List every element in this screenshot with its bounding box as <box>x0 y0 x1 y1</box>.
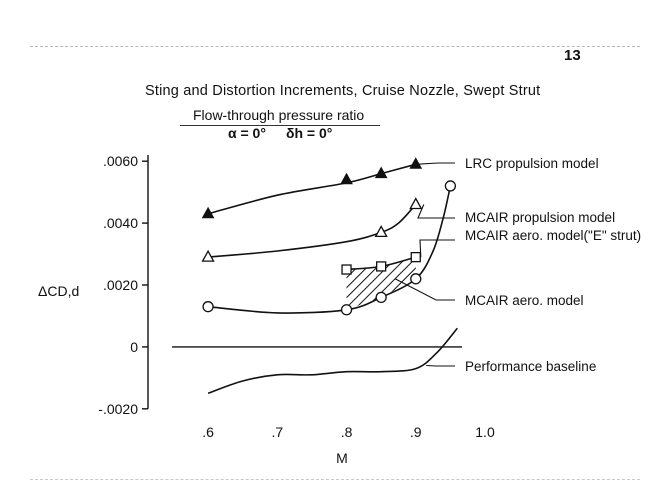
mcair-aero-e-strut-point <box>342 265 351 274</box>
y-tick-label: -.0020 <box>98 400 138 417</box>
x-tick-label: .9 <box>409 424 422 440</box>
mcair-aero-point <box>445 181 455 191</box>
y-tick-label: .0060 <box>102 153 138 170</box>
y-tick-label: 0 <box>130 338 138 355</box>
condition-delta: δh = 0° <box>286 125 333 141</box>
lrc-propulsion-point <box>341 174 352 184</box>
page-number: 13 <box>564 47 581 64</box>
chart-title: Sting and Distortion Increments, Cruise Nozzle, Swept Strut <box>145 83 541 99</box>
annotation-label: MCAIR aero. model("E" strut) <box>465 228 642 243</box>
annotation-leader <box>426 366 455 367</box>
mcair-aero-e-strut-point <box>411 253 420 262</box>
y-tick-label: .0020 <box>102 277 138 293</box>
x-axis-label: M <box>336 450 348 466</box>
annotation-leader <box>420 240 455 257</box>
x-tick-label: .8 <box>340 424 353 440</box>
lrc-propulsion-point <box>410 158 421 168</box>
x-tick-label: .6 <box>202 424 214 440</box>
chart-subtitle: Flow-through pressure ratio <box>193 107 365 123</box>
annotation-leader <box>416 163 455 164</box>
mcair-aero-point <box>342 305 352 315</box>
lrc-propulsion-line <box>208 164 416 214</box>
x-tick-label: 1.0 <box>475 424 495 440</box>
mcair-propulsion-point <box>410 199 421 209</box>
performance-baseline-line <box>208 328 457 393</box>
annotation-label: MCAIR propulsion model <box>465 210 616 225</box>
mcair-aero-point <box>376 292 386 302</box>
annotation-label: LRC propulsion model <box>465 156 599 171</box>
mcair-aero-e-strut-point <box>377 262 386 271</box>
mcair-propulsion-line <box>208 205 416 258</box>
annotation-label: Performance baseline <box>465 359 597 374</box>
y-tick-label: .0040 <box>102 215 138 232</box>
annotation-label: MCAIR aero. model <box>465 293 584 308</box>
annotation-leader <box>418 205 455 219</box>
x-tick-label: .7 <box>271 424 284 440</box>
mcair-aero-point <box>203 302 213 312</box>
y-axis-label: ΔCD,d <box>38 283 80 299</box>
condition-alpha: α = 0° <box>228 125 266 141</box>
mcair-aero-point <box>411 274 421 284</box>
